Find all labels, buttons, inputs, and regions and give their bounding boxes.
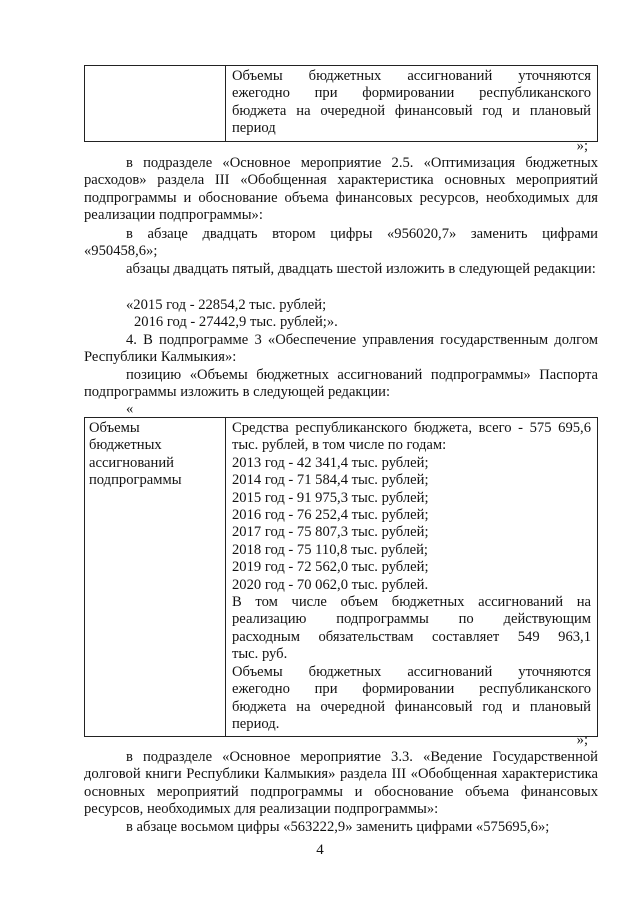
paragraph: абзацы двадцать пятый, двадцать шестой изложить в следующей редакции: <box>126 261 596 277</box>
year-line: 2014 год - 71 584,4 тыс. рублей; <box>232 472 429 489</box>
quote-line: «2015 год - 22854,2 тыс. рублей; <box>126 297 327 313</box>
text-line: подпрограммы <box>89 472 182 489</box>
year-line: 2016 год - 76 252,4 тыс. рублей; <box>232 507 429 524</box>
text-line: ассигнований <box>89 454 174 471</box>
table-cell-text <box>226 66 598 142</box>
year-line: 2020 год - 70 062,0 тыс. рублей. <box>232 576 429 593</box>
text-line: Объемы бюджетных ассигнований уточняются <box>232 68 591 84</box>
text-line: бюджета на очередной финансовый год и плановый <box>232 102 591 119</box>
text-line: ежегодно при формировании республиканского <box>232 681 591 698</box>
paragraph: в подразделе «Основное мероприятие 2.5. «Оптимизация бюджетных расходов» раздела III «Обобщенная характеристика основных мероприятий подпрограммы и обоснование объема финансовых ресурсов, необходимых для реализации подпрограммы»: <box>84 155 598 224</box>
page-number: 4 <box>316 842 324 858</box>
opening-quote: « <box>126 401 134 417</box>
text-line: Объемы <box>89 420 140 436</box>
year-line: 2013 год - 42 341,4 тыс. рублей; <box>232 454 429 471</box>
text-line: тыс. рублей, в том числе по годам: <box>232 437 447 454</box>
paragraph: в абзаце восьмом цифры «563222,9» заменить цифрами «575695,6»; <box>126 819 550 835</box>
table-continued <box>84 65 598 142</box>
paragraph: позицию «Объемы бюджетных ассигнований подпрограммы» Паспорта подпрограммы изложить в следующей редакции: <box>84 367 598 401</box>
year-line: 2015 год - 91 975,3 тыс. рублей; <box>232 489 429 506</box>
text-line: бюджетных <box>89 437 162 454</box>
year-line: 2019 год - 72 562,0 тыс. рублей; <box>232 559 429 576</box>
table-row-label <box>85 418 226 737</box>
text-line: тыс. руб. <box>232 646 288 663</box>
year-line: 2017 год - 75 807,3 тыс. рублей; <box>232 524 429 541</box>
table-budget <box>84 417 598 737</box>
text-line: ежегодно при формировании республиканского <box>232 85 591 102</box>
paragraph: в абзаце двадцать втором цифры «956020,7» заменить цифрами «950458,6»; <box>84 226 598 260</box>
text-line: Средства республиканского бюджета, всего - 575 695,6 <box>232 420 591 436</box>
text-line: Объемы бюджетных ассигнований уточняются <box>232 663 591 680</box>
paragraph: в подразделе «Основное мероприятие 3.3. «Ведение Государственной долговой книги Республики Калмыкия» раздела III «Обобщенная характеристика основных мероприятий подпрограммы и обоснование объема финансовых ресурсов, необходимых для реализации подпрограммы»: <box>84 749 598 818</box>
quote-line: 2016 год - 27442,9 тыс. рублей;». <box>134 314 338 330</box>
year-line: 2018 год - 75 110,8 тыс. рублей; <box>232 541 428 558</box>
closing-quote: »; <box>576 138 588 154</box>
text-line: период <box>232 120 276 137</box>
table-row-value <box>226 418 598 737</box>
text-line: период. <box>232 715 280 732</box>
text-line: расходным обязательствам составляет 549 963,1 <box>232 628 591 645</box>
text-line: бюджета на очередной финансовый год и плановый <box>232 698 591 715</box>
closing-quote: »; <box>576 732 588 748</box>
paragraph: 4. В подпрограмме 3 «Обеспечение управления государственным долгом Республики Калмыкия»: <box>84 332 598 366</box>
table-empty-cell <box>85 66 226 142</box>
text-line: В том числе объем бюджетных ассигнований на <box>232 594 591 611</box>
text-line: реализацию подпрограммы по действующим <box>232 611 591 628</box>
